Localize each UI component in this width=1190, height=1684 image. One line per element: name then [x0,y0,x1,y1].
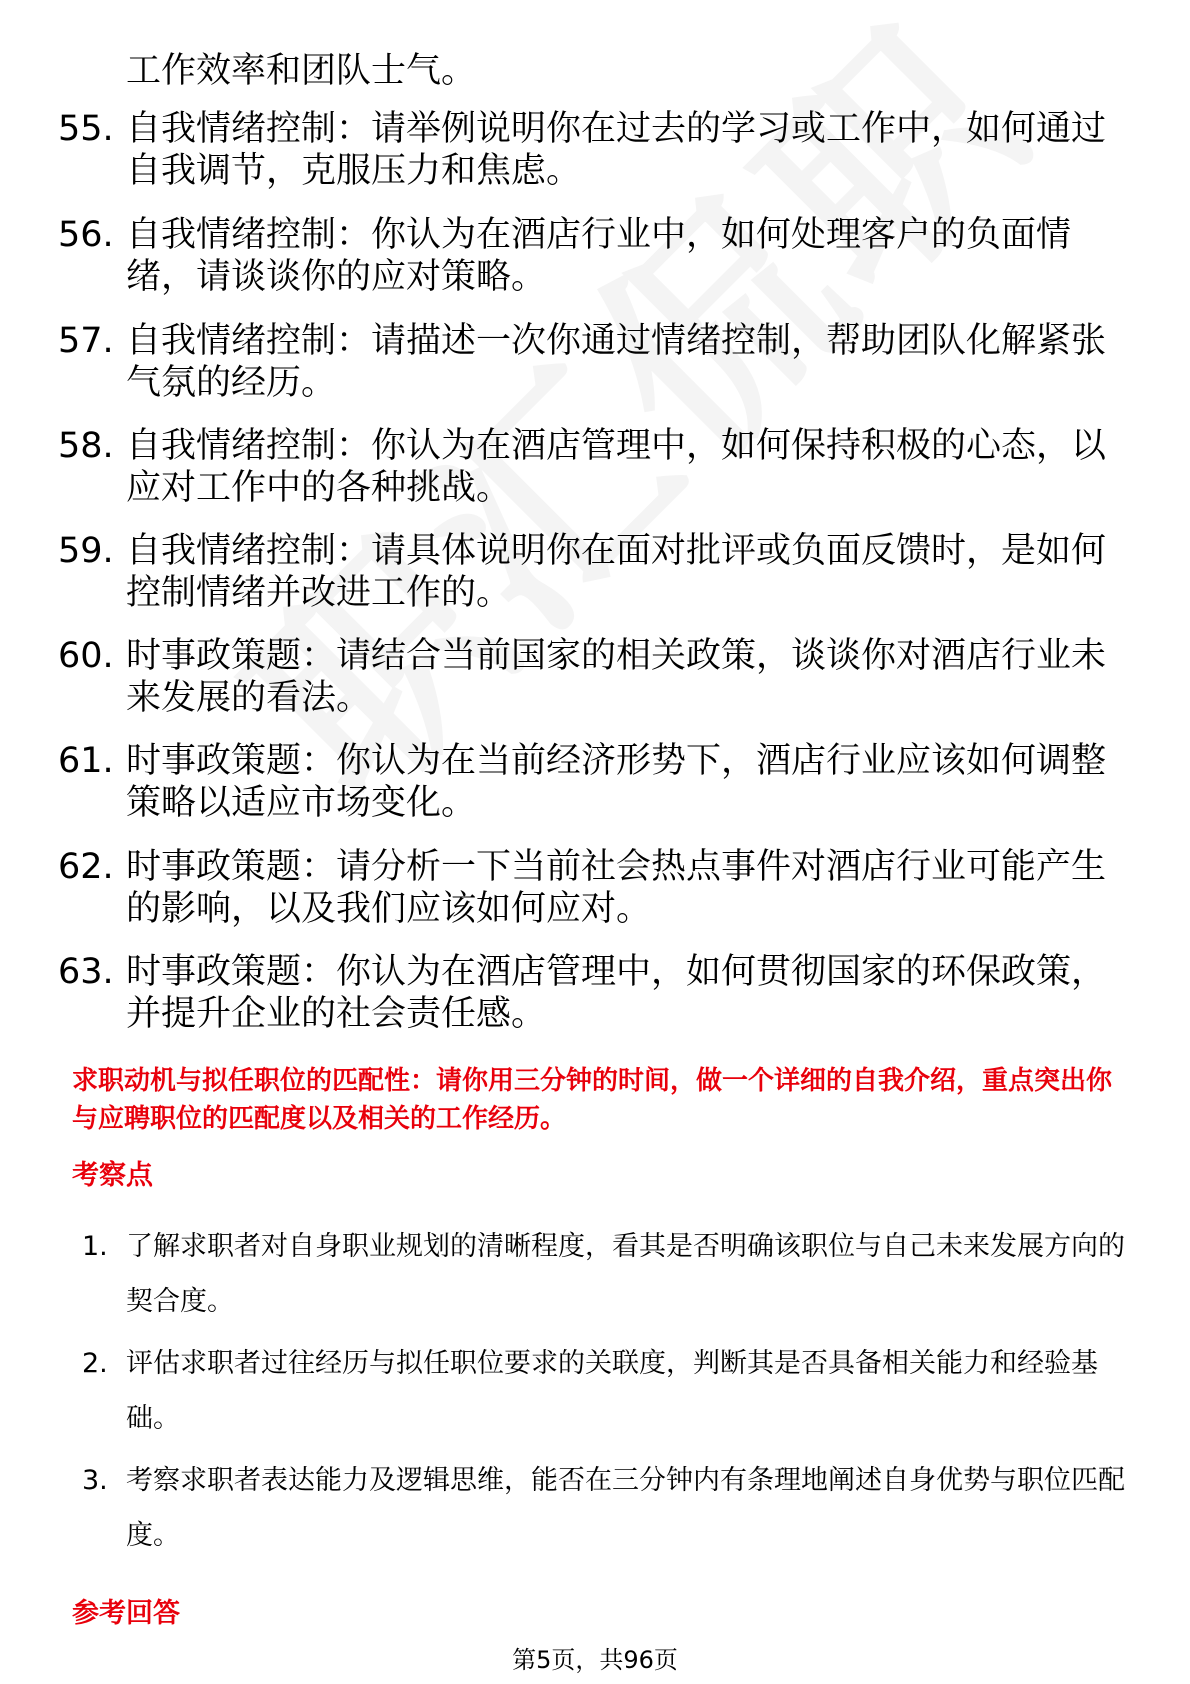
exam-point-number: 3. [82,1465,108,1496]
exam-point-item-2 [82,1336,1132,1446]
question-number: 62. [58,847,114,887]
question-item-56 [58,214,1128,304]
continuation-text: 工作效率和团队士气。 [126,51,477,91]
exam-point-item-1 [82,1219,1132,1329]
question-item-57 [58,320,1128,410]
question-item-58 [58,425,1128,515]
exam-points-heading: 考察点 [72,1160,153,1191]
exam-point-item-3 [82,1453,1132,1563]
exam-point-text: 评估求职者过往经历与拟任职位要求的关联度，判断其是否具备相关能力和经验基础。 [126,1348,1098,1434]
question-item-62 [58,846,1128,936]
question-number: 61. [58,741,114,781]
question-text: 时事政策题：你认为在酒店管理中，如何贯彻国家的环保政策，并提升企业的社会责任感。 [126,952,1107,1034]
question-text: 时事政策题：请分析一下当前社会热点事件对酒店行业可能产生的影响，以及我们应该如何应对。 [126,847,1107,929]
exam-point-number: 2. [82,1348,108,1379]
question-item-61 [58,740,1128,830]
question-text: 自我情绪控制：你认为在酒店管理中，如何保持积极的心态，以应对工作中的各种挑战。 [126,426,1107,508]
exam-point-text: 考察求职者表达能力及逻辑思维，能否在三分钟内有条理地阐述自身优势与职位匹配度。 [126,1465,1125,1551]
question-number: 57. [58,321,114,361]
question-text: 自我情绪控制：请描述一次你通过情绪控制，帮助团队化解紧张气氛的经历。 [126,321,1107,403]
question-number: 59. [58,531,114,571]
question-text: 自我情绪控制：请举例说明你在过去的学习或工作中，如何通过自我调节，克服压力和焦虑。 [126,109,1107,191]
question-text: 时事政策题：请结合当前国家的相关政策，谈谈你对酒店行业未来发展的看法。 [126,636,1107,718]
exam-point-text: 了解求职者对自身职业规划的清晰程度，看其是否明确该职位与自己未来发展方向的契合度。 [126,1231,1125,1317]
question-item-60 [58,635,1128,725]
question-item-63 [58,951,1128,1041]
highlighted-question: 求职动机与拟任职位的匹配性：请你用三分钟的时间，做一个详细的自我介绍，重点突出你与应聘职位的匹配度以及相关的工作经历。 [72,1066,1113,1134]
page-footer: 第5页，共96页 [512,1646,678,1674]
question-text: 自我情绪控制：请具体说明你在面对批评或负面反馈时，是如何控制情绪并改进工作的。 [126,531,1107,613]
question-number: 55. [58,109,114,149]
question-number: 56. [58,215,114,255]
question-text: 时事政策题：你认为在当前经济形势下，酒店行业应该如何调整策略以适应市场变化。 [126,741,1107,823]
question-number: 58. [58,426,114,466]
question-text: 自我情绪控制：你认为在酒店行业中，如何处理客户的负面情绪，请谈谈你的应对策略。 [126,215,1072,297]
question-number: 60. [58,636,114,676]
reference-answer-heading: 参考回答 [72,1598,180,1629]
question-number: 63. [58,952,114,992]
question-item-59 [58,530,1128,620]
question-item-55 [58,108,1128,198]
exam-point-number: 1. [82,1231,108,1262]
